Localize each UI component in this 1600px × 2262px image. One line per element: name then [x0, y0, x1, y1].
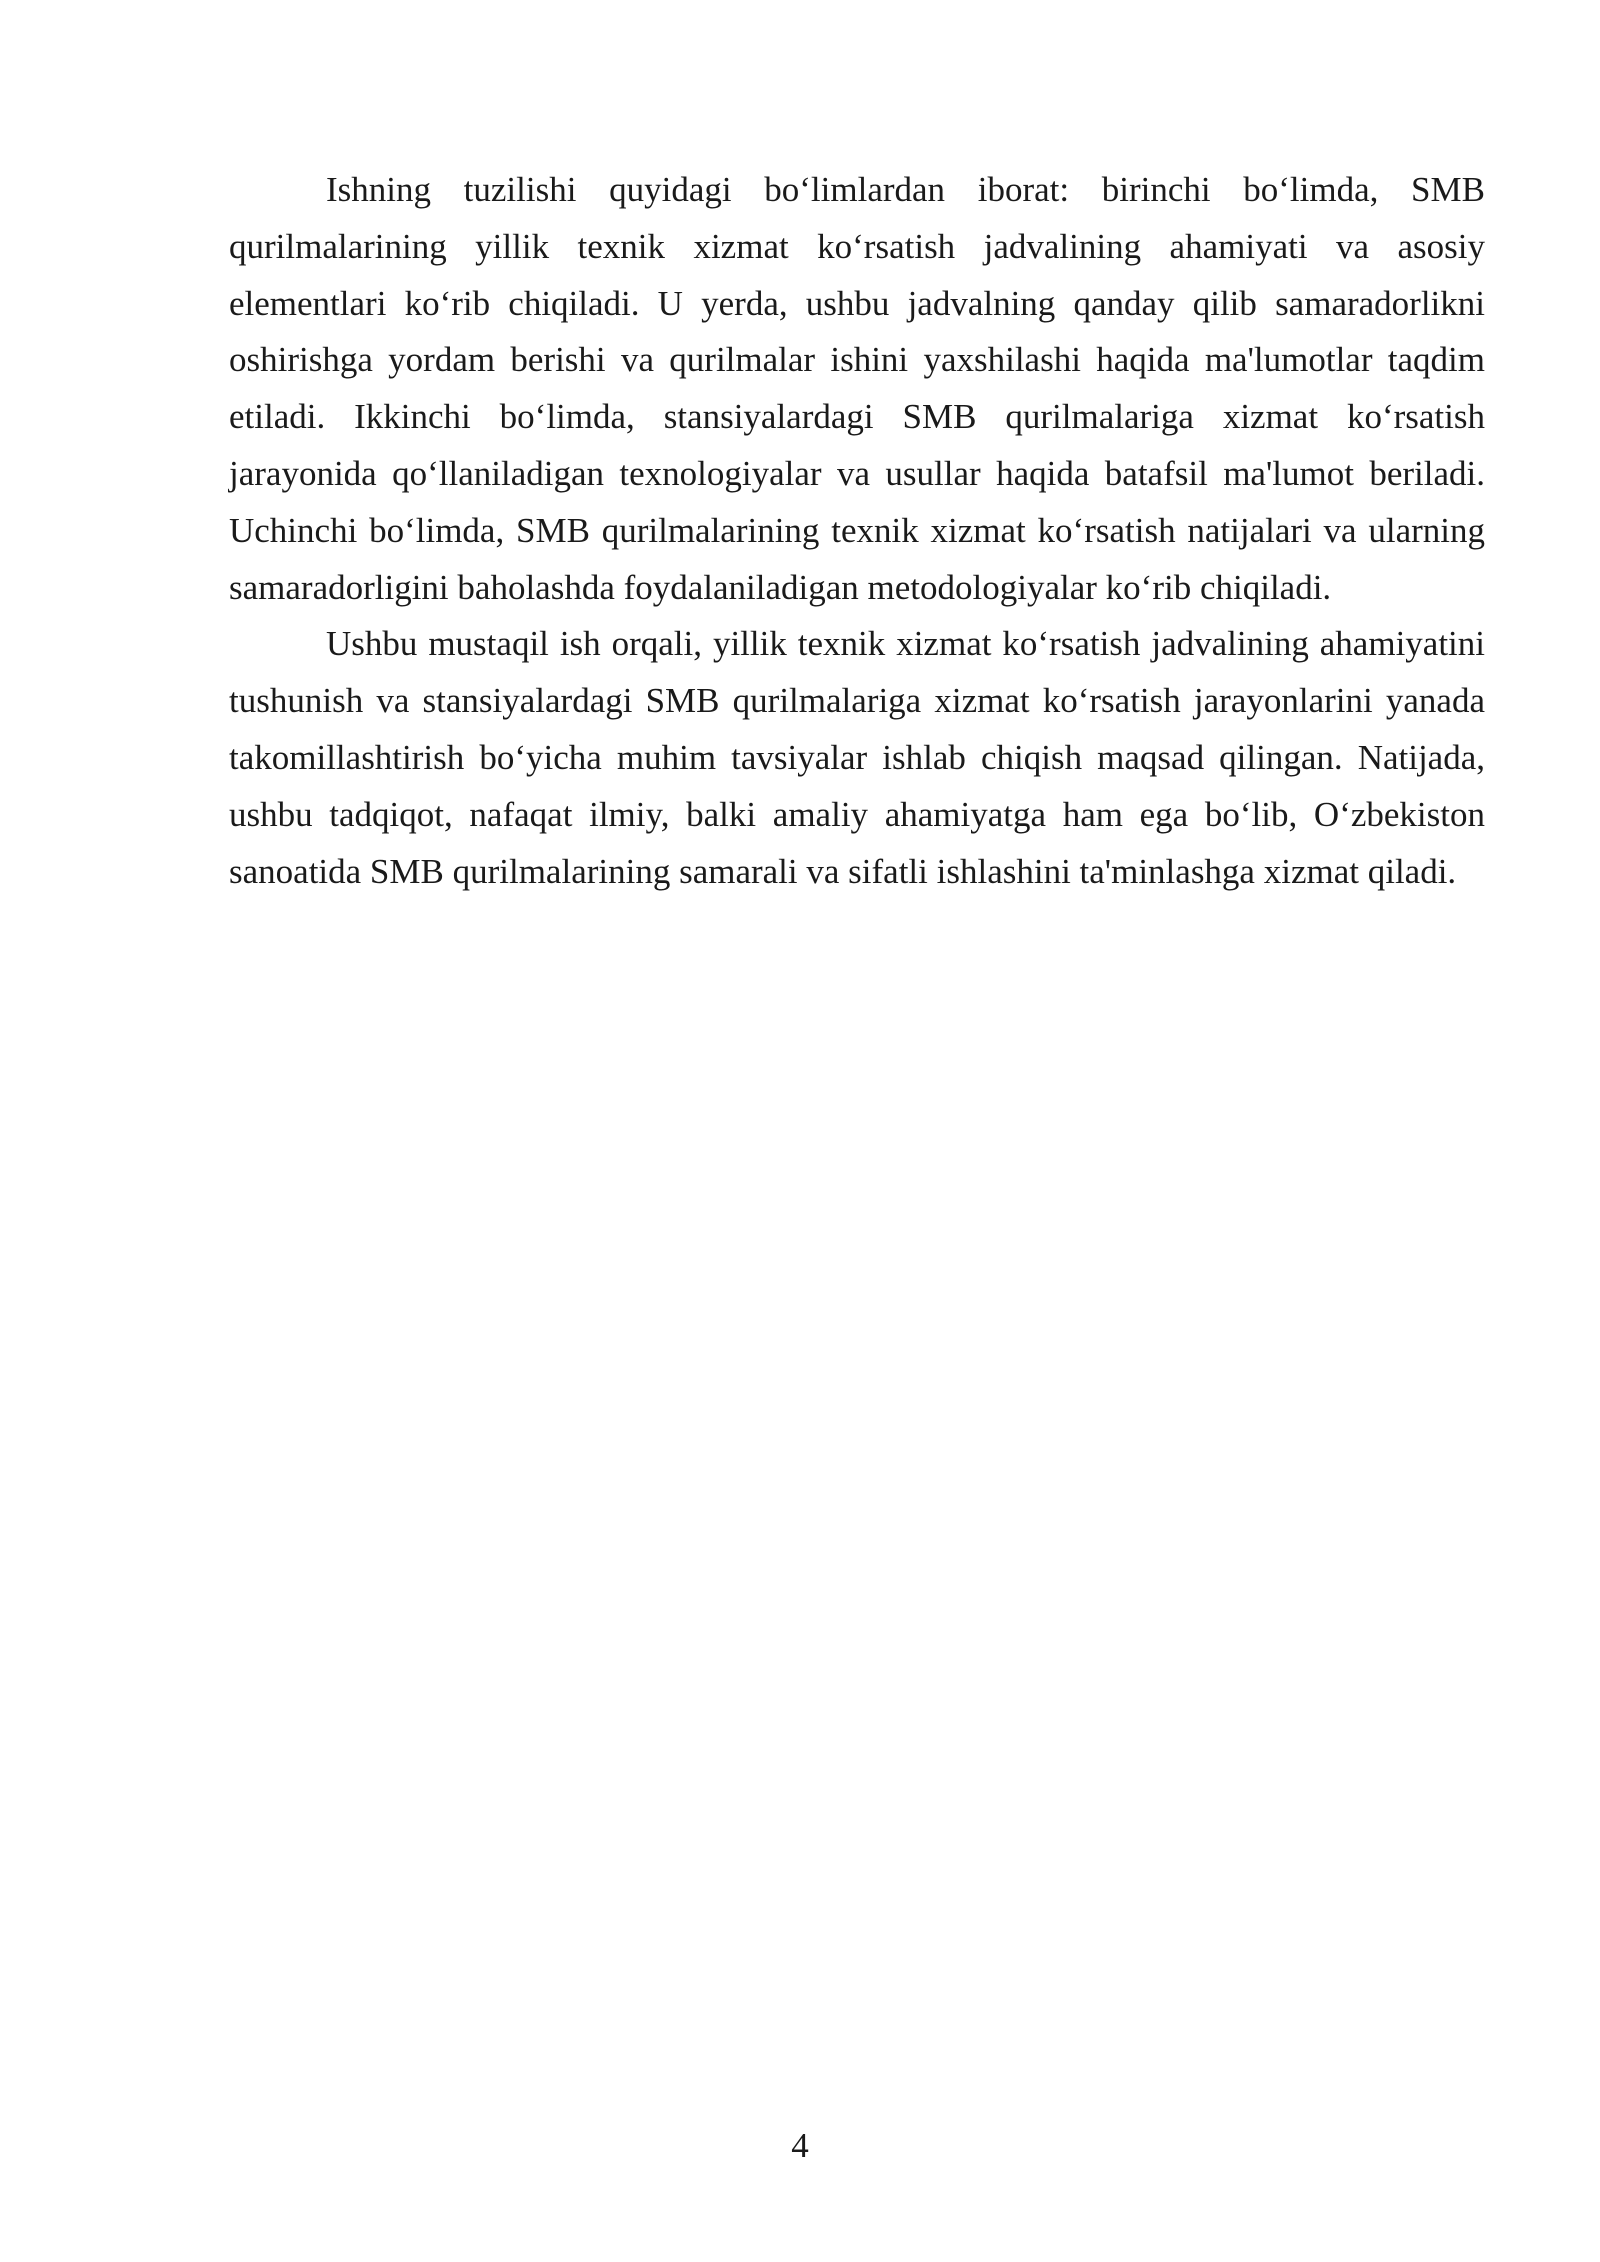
paragraph-structure: Ishning tuzilishi quyidagi bo‘limlardan iborat: birinchi bo‘limda, SMB qurilmalarining yillik texnik xizmat ko‘rsatish jadvalining ahamiyati va asosiy elementlari ko‘rib chiqiladi. U yerda, ushbu jadvalning qanday qilib samaradorlikni oshirishga yordam berishi va qurilmalar ishini yaxshilashi haqida ma'lumotlar taqdim etiladi. Ikkinchi bo‘limda, stansiyalardagi SMB qurilmalariga xizmat ko‘rsatish jarayonida qo‘llaniladigan texnologiyalar va usullar haqida batafsil ma'lumot beriladi. Uchinchi bo‘limda, SMB qurilmalarining texnik xizmat ko‘rsatish natijalari va ularning samaradorligini baholashda foydalaniladigan metodologiyalar ko‘rib chiqiladi. [229, 170, 1485, 607]
body-text [229, 162, 1485, 900]
page-number: 4 [791, 2126, 809, 2165]
paragraph-purpose: Ushbu mustaqil ish orqali, yillik texnik xizmat ko‘rsatish jadvalining ahamiyatini tushunish va stansiyalardagi SMB qurilmalariga xizmat ko‘rsatish jarayonlarini yanada takomillashtirish bo‘yicha muhim tavsiyalar ishlab chiqish maqsad qilingan. Natijada, ushbu tadqiqot, nafaqat ilmiy, balki amaliy ahamiyatga ham ega bo‘lib, O‘zbekiston sanoatida SMB qurilmalarining samarali va sifatli ishlashini ta'minlashga xizmat qiladi. [229, 624, 1485, 891]
